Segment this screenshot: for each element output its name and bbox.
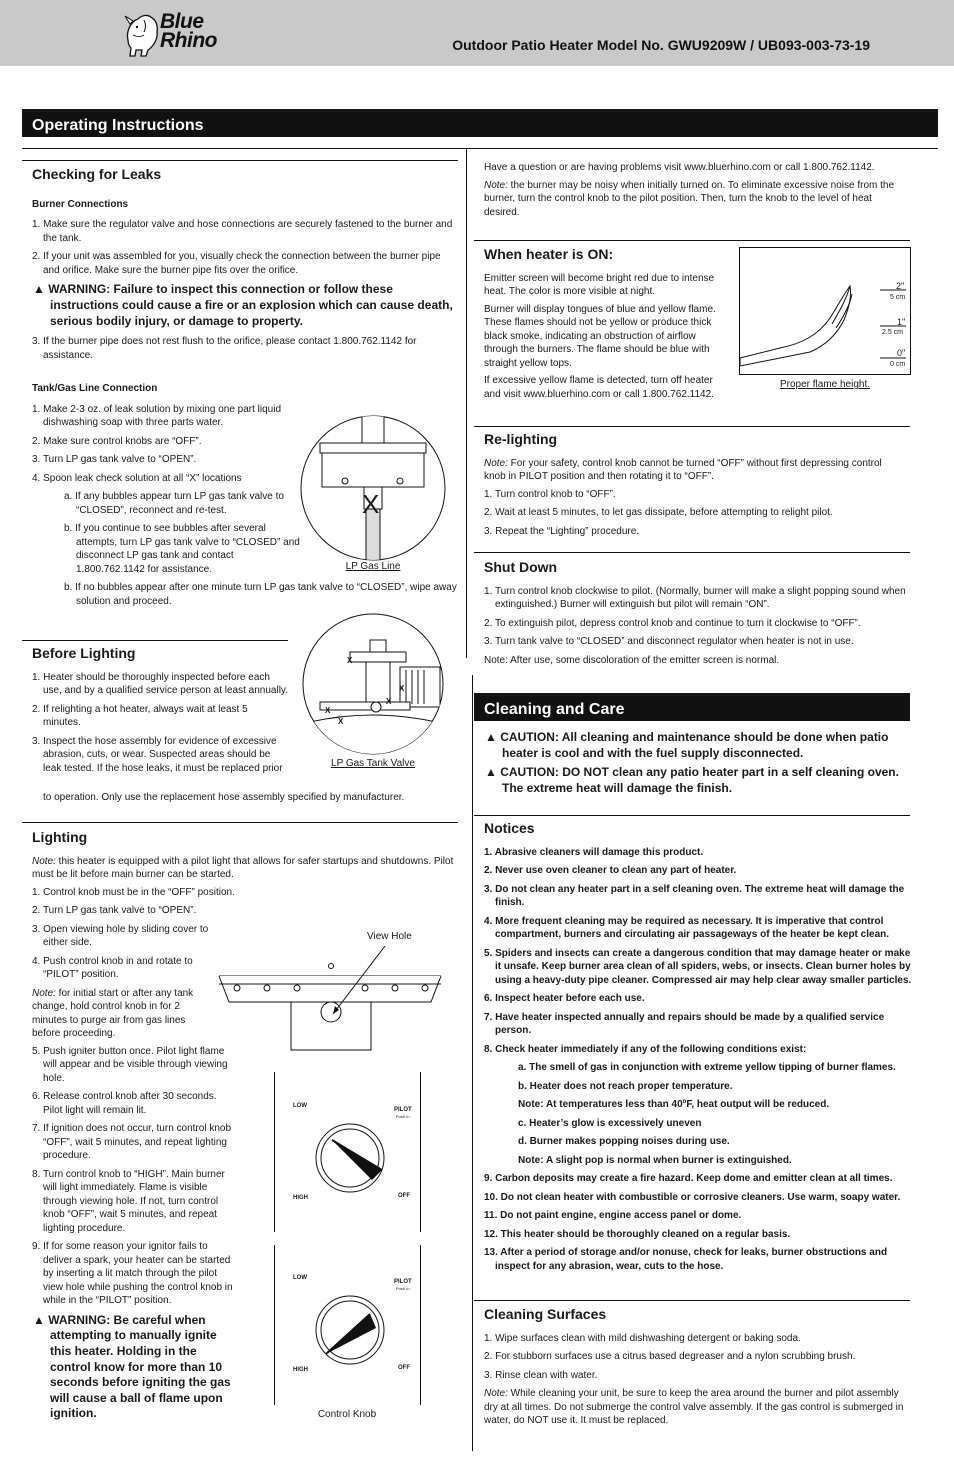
gas-line-caption: LP Gas Line	[345, 561, 401, 572]
figure-frame	[274, 1072, 275, 1232]
scale-label-cm: 5 cm	[890, 294, 906, 301]
list-item: 2. Turn LP gas tank valve to “OPEN”.	[32, 905, 197, 917]
list-item: 4. Push control knob in and rotate to “PILOT” position.	[32, 955, 193, 981]
list-item: 8. Check heater immediately if any of the following conditions exist:	[484, 1043, 807, 1055]
section-bar-cleaning: Cleaning and Care	[474, 693, 910, 721]
warning-icon: ▲	[485, 730, 501, 744]
note-text: this heater is equipped with a pilot light that allows for safer startups and shutdowns. Pilot must be lit before main burner can be started.	[32, 855, 454, 881]
lighting-title: Lighting	[32, 829, 88, 845]
list-item: 3. Rinse clean with water.	[484, 1369, 598, 1381]
flame-diagram	[740, 248, 910, 374]
control-knob-figure	[290, 1272, 414, 1382]
list-item: 1. Turn control knob clockwise to pilot. (Normally, burner will make a slight popping sound when extinguished.) Burner will extinguish but pilot will remain “ON”.	[484, 585, 906, 611]
column-divider	[472, 675, 473, 1451]
knob-high-label: HIGH	[293, 1367, 308, 1373]
list-item: 9. If for some reason your ignitor fails to deliver a spark, your heater can be started by inserting a lit match through the pilot view hole while pushing the control knob in while in the “PILOT” position.	[32, 1241, 233, 1307]
list-item: Note: A slight pop is normal when burner is extinguished.	[518, 1154, 792, 1166]
list-item: 2. If your unit was assembled for you, visually check the connection between the burner pipe and orifice. Make sure the burner pipe fits over the orifice.	[32, 251, 441, 276]
paragraph: Emitter screen will become bright red due to intense heat. The color is more visible at night.	[484, 272, 715, 298]
divider	[474, 240, 910, 241]
view-hole-figure	[215, 928, 455, 1068]
list-item: 8. Turn control knob to “HIGH”. Main burner will light immediately. Flame is visible through viewing hole. If not, turn control knob “OFF”, wait 5 minutes, and repeat lighting procedure.	[32, 1168, 225, 1234]
knob-pilot-label: PILOT	[394, 1107, 412, 1113]
list-item: c. Heater’s glow is excessively uneven	[518, 1117, 702, 1129]
note-text: for initial start or after any tank change, hold control knob in for 2 minutes to purge air from gas lines before proceeding.	[32, 987, 194, 1040]
list-item: b. Heater does not reach proper temperature.	[518, 1080, 733, 1092]
leaks-title: Checking for Leaks	[32, 166, 162, 182]
list-item: 3. Do not clean any heater part in a self cleaning oven. The extreme heat will damage the finish.	[484, 883, 905, 909]
intro-section	[484, 161, 908, 223]
warning-icon: ▲	[33, 1312, 49, 1327]
scale-label-inch: 2"	[896, 281, 905, 291]
divider	[474, 1300, 910, 1301]
warning-block	[32, 282, 458, 329]
list-item: 6. Inspect heater before each use.	[484, 993, 645, 1005]
leak-check-mark: X	[386, 697, 392, 706]
list-item: a. If any bubbles appear turn LP gas tank valve to “CLOSED”, reconnect and re-test.	[64, 491, 284, 516]
header-bar	[0, 0, 954, 66]
tank-valve-figure	[300, 612, 446, 772]
list-item: 2. To extinguish pilot, depress control knob and continue to turn it clockwise to “OFF”.	[484, 617, 861, 629]
tank-connection-title: Tank/Gas Line Connection	[32, 383, 158, 395]
list-item: 2. If relighting a hot heater, always wait at least 5 minutes.	[32, 703, 248, 729]
warning-icon: ▲	[33, 282, 49, 297]
figure-frame	[274, 1245, 275, 1405]
list-item: 3. Turn LP gas tank valve to “OPEN”.	[32, 454, 197, 466]
knob-push-in-label: Push In	[396, 1286, 410, 1291]
scale-label-inch: 1"	[897, 317, 906, 327]
burner-connections-title: Burner Connections	[32, 198, 129, 210]
scale-label-cm: 2.5 cm	[882, 329, 904, 336]
list-item: 1. Turn control knob to “OFF”.	[484, 488, 616, 500]
shutdown-section	[484, 558, 914, 671]
scale-label-inch: 0"	[897, 348, 906, 358]
list-item: 3. Inspect the hose assembly for evidence of excessive abrasion, cuts, or wear. Suspected areas should be leak tested. If the hose leaks, it must be replaced prior	[32, 735, 283, 774]
tank-valve-diagram	[300, 612, 446, 756]
warning-icon: ▲	[485, 765, 501, 780]
caution-text: CAUTION: All cleaning and maintenance should be done when patio heater is cool and with the fuel supply disconnected.	[500, 730, 889, 760]
list-item: 3. Repeat the “Lighting” procedure.	[484, 525, 640, 537]
divider	[22, 160, 458, 161]
knob-off-label: OFF	[398, 1365, 410, 1371]
note-text: the burner may be noisy when initially turned on. To eliminate excessive noise from the burner, turn the control knob to the pilot position. Then, turn the knob to the level of heat desired.	[484, 179, 895, 218]
list-item: 7. If ignition does not occur, turn control knob “OFF”, wait 5 minutes, and repeat lighting procedure.	[32, 1123, 232, 1162]
leak-check-mark: X	[399, 684, 405, 693]
caution-block	[484, 730, 904, 761]
warning-block	[32, 1313, 238, 1422]
control-knob-caption: Control Knob	[317, 1409, 377, 1420]
list-item: 5. Push igniter button once. Pilot light flame will appear and be visible through viewing hole.	[32, 1045, 228, 1084]
paragraph: Burner will display tongues of blue and yellow flame. These flames should not be yellow or produce thick black smoke, indicating an obstruction of airflow through the burners. The flame should be blue with straight yellow tops.	[484, 303, 716, 369]
list-item: b. If you continue to see bubbles after several attempts, turn LP gas tank valve to “CLOSED” and disconnect LP gas tank and contact 1.800.762.1142 for assistance.	[64, 523, 300, 575]
document-title: Outdoor Patio Heater Model No. GWU9209W / UB093-003-73-19	[452, 37, 870, 53]
blue-rhino-logo	[124, 10, 264, 60]
note-text: For your safety, control knob cannot be turned “OFF” without first depressing control knob in PILOT position and then rotating it to “OFF”.	[484, 457, 882, 483]
divider	[474, 426, 910, 427]
list-item: 11. Do not paint engine, engine access panel or dome.	[484, 1210, 742, 1222]
list-item: a. The smell of gas in conjunction with extreme yellow tipping of burner flames.	[518, 1062, 896, 1074]
list-item: Note: At temperatures less than 40ºF, heat output will be reduced.	[518, 1099, 830, 1111]
caution-block	[484, 765, 904, 796]
list-item: 3. Turn tank valve to “CLOSED” and disconnect regulator when heater is not in use.	[484, 636, 854, 648]
list-item: 1. Control knob must be in the “OFF” position.	[32, 886, 235, 898]
divider	[474, 815, 910, 816]
relighting-section	[484, 430, 904, 543]
list-item: 1. Abrasive cleaners will damage this product.	[484, 846, 704, 858]
caution-text: CAUTION: DO NOT clean any patio heater part in a self cleaning oven. The extreme heat will damage the finish.	[500, 765, 899, 795]
heater-on-section	[484, 245, 724, 405]
list-item: 13. After a period of storage and/or nonuse, check for leaks, burner obstructions and inspect for any abrasion, wear, cuts to the hose.	[484, 1247, 888, 1272]
figure-frame	[420, 1245, 421, 1405]
leak-check-mark: X	[347, 656, 353, 665]
column-divider	[466, 148, 467, 658]
shutdown-title: Shut Down	[484, 559, 558, 575]
list-item: 7. Have heater inspected annually and repairs should be made by a qualified service person.	[484, 1011, 885, 1037]
flame-height-figure	[739, 247, 911, 375]
leak-check-mark: X	[362, 489, 380, 519]
list-item: d. Burner makes popping noises during use.	[518, 1136, 730, 1148]
list-item: 2. Make sure control knobs are “OFF”.	[32, 435, 202, 447]
brand-wordmark: Blue Rhino	[160, 10, 217, 52]
knob-high-label: HIGH	[293, 1195, 308, 1201]
list-item: 10. Do not clean heater with combustible or corrosive cleaners. Use warm, soapy water.	[484, 1191, 901, 1203]
cautions	[484, 730, 904, 796]
list-item: 2. For stubborn surfaces use a citrus based degreaser and a nylon scrubbing brush.	[484, 1351, 856, 1363]
figure-frame	[420, 1072, 421, 1232]
knob-off-label: OFF	[398, 1193, 410, 1199]
list-item: 3. Open viewing hole by sliding cover to either side.	[32, 923, 209, 949]
gas-line-figure	[300, 413, 446, 575]
view-hole-diagram	[215, 928, 455, 1068]
section-bar-operating: Operating Instructions	[22, 109, 938, 137]
scale-label-cm: 0 cm	[890, 361, 906, 368]
list-item: b. If no bubbles appear after one minute turn LP gas tank valve to “CLOSED”, wipe away solution and proceed.	[64, 582, 457, 607]
knob-pilot-label: PILOT	[394, 1279, 412, 1285]
note-label: Note:	[32, 855, 56, 867]
view-hole-label: View Hole	[367, 931, 412, 942]
list-item: 1. Make sure the regulator valve and hose connections are securely fastened to the burner and the tank.	[32, 219, 453, 244]
divider	[22, 822, 458, 823]
leak-check-mark: X	[325, 706, 331, 715]
note-label: Note:	[484, 1388, 508, 1400]
note-text: While cleaning your unit, be sure to keep the area around the burner and pilot assembly dry at all times. Do not submerge the control valve assembly. If the gas control is submerged in water, do NOT use it. It must be replaced.	[484, 1388, 904, 1427]
list-item: 1. Heater should be thoroughly inspected before each use, and by a qualified service person at least annually.	[32, 671, 288, 697]
divider	[474, 552, 910, 553]
list-item: 4. More frequent cleaning may be required as necessary. It is imperative that control compartment, burners and circulating air passageways of the heater be kept clean.	[484, 915, 890, 941]
control-knob-figure	[290, 1100, 414, 1210]
list-item: 4. Spoon leak check solution at all “X” locations	[32, 472, 242, 484]
leak-check-mark: X	[338, 717, 344, 726]
relighting-title: Re-lighting	[484, 431, 558, 447]
note-label: Note:	[484, 457, 508, 469]
cleaning-surfaces-title: Cleaning Surfaces	[484, 1306, 607, 1322]
warning-text: WARNING: Failure to inspect this connection or follow these instructions could cause a fire or an explosion which can cause death, serious bodily injury, or damage to property.	[48, 282, 453, 328]
list-item: 1. Make 2-3 oz. of leak solution by mixing one part liquid dishwashing soap with three parts water.	[32, 403, 282, 429]
warning-text: WARNING: Be careful when attempting to manually ignite this heater. Holding in the control know for more than 10 seconds before igniting the gas will cause a ball of flame upon ignition.	[48, 1312, 231, 1421]
list-item: 6. Release control knob after 30 seconds. Pilot light will remain lit.	[32, 1091, 217, 1116]
list-item: 5. Spiders and insects can create a dangerous condition that may damage heater or make it unsafe. Keep burner area clean of all spiders, webs, or insects. Clean burner holes by using a heavy-duty pipe cleaner. Compressed air may help clear away smaller particles.	[484, 947, 912, 986]
cleaning-surfaces-section	[484, 1305, 912, 1432]
list-item: 2. Wait at least 5 minutes, to let gas dissipate, before attempting to relight pilot.	[484, 507, 833, 519]
flame-height-caption: Proper flame height.	[779, 379, 871, 390]
list-item: 1. Wipe surfaces clean with mild dishwashing detergent or baking soda.	[484, 1332, 801, 1344]
knob-low-label: LOW	[293, 1103, 307, 1109]
list-item: 9. Carbon deposits may create a fire hazard. Keep dome and emitter clean at all times.	[484, 1173, 893, 1185]
notices-section	[484, 819, 912, 1278]
divider	[22, 640, 288, 641]
knob-push-in-label: Push In	[396, 1114, 410, 1119]
list-item: 2. Never use oven cleaner to clean any part of heater.	[484, 865, 737, 877]
divider	[22, 148, 938, 149]
before-lighting-title: Before Lighting	[32, 645, 136, 661]
heater-on-title: When heater is ON:	[484, 246, 614, 262]
list-item: 12. This heater should be thoroughly cleaned on a regular basis.	[484, 1228, 791, 1240]
tank-valve-caption: LP Gas Tank Valve	[331, 758, 415, 769]
knob-low-label: LOW	[293, 1275, 307, 1281]
list-item: 3. If the burner pipe does not rest flush to the orifice, please contact 1.800.762.1142 for assistance.	[32, 336, 417, 361]
paragraph: If excessive yellow flame is detected, turn off heater and visit www.bluerhino.com or call 1.800.762.1142.	[484, 375, 714, 400]
note-label: Note:	[484, 179, 508, 191]
before-lighting-section	[32, 644, 288, 780]
note-label: Note:	[32, 987, 56, 999]
intro-line: Have a question or are having problems visit www.bluerhino.com or call 1.800.762.1142.	[484, 162, 875, 173]
shutdown-note: Note: After use, some discoloration of the emitter screen is normal.	[484, 654, 780, 666]
notices-title: Notices	[484, 820, 535, 836]
before-lighting-tail: to operation. Only use the replacement hose assembly specified by manufacturer.	[43, 792, 405, 803]
